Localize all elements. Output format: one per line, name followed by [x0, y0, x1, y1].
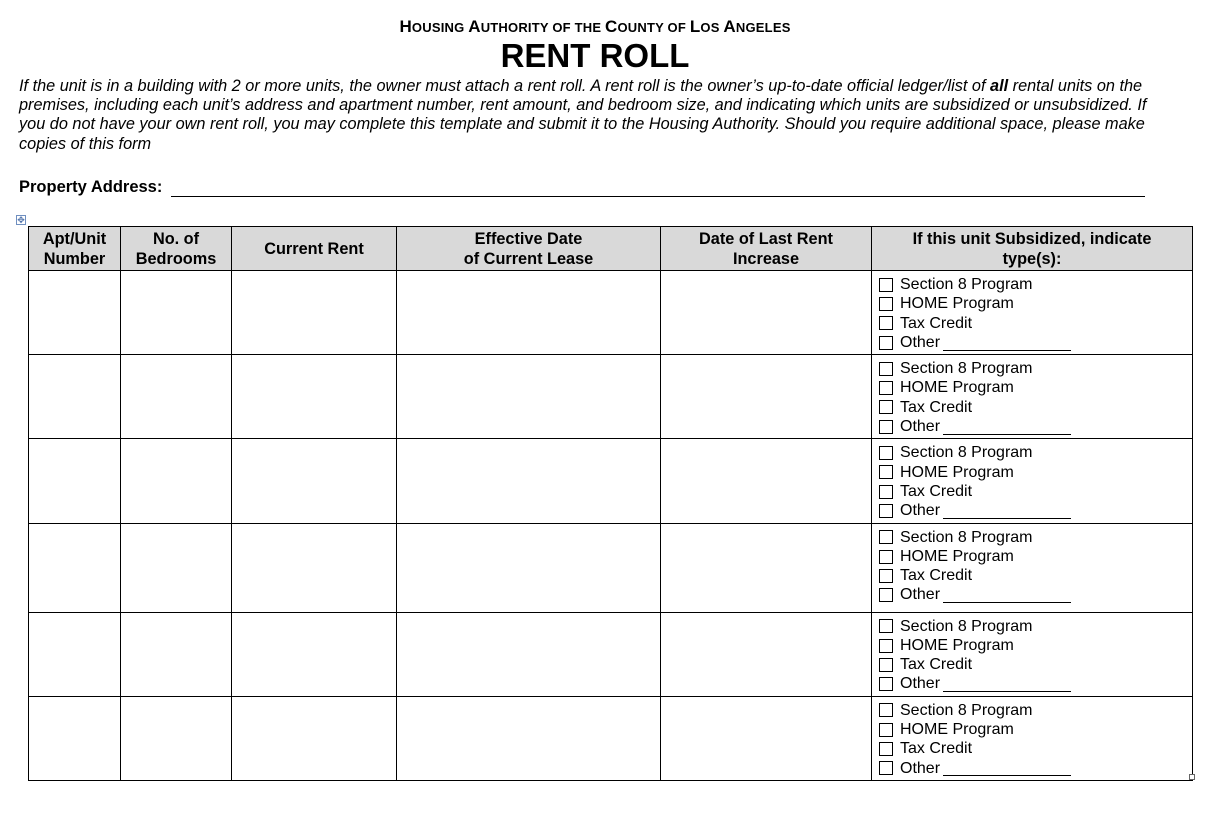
subsidy-option: [879, 417, 1192, 436]
apt-unit-cell[interactable]: [29, 696, 121, 780]
subsidy-option: [879, 585, 1192, 604]
checkbox-icon[interactable]: [879, 677, 893, 691]
subsidy-option-label: HOME Program: [900, 547, 1014, 565]
subsidy-option: [879, 501, 1192, 520]
other-specify-field[interactable]: [943, 335, 1071, 351]
current-rent-cell[interactable]: [232, 696, 397, 780]
effective-date-cell[interactable]: [397, 696, 661, 780]
effective-date-cell[interactable]: [397, 355, 661, 439]
table-row: [29, 696, 1193, 780]
checkbox-icon[interactable]: [879, 742, 893, 756]
instructions-text-1: If the unit is in a building with 2 or more units, the owner must attach a rent roll. A rent roll is the owner’s up-to-date official ledger/list of: [19, 77, 991, 95]
checkbox-icon[interactable]: [879, 446, 893, 460]
bedrooms-cell[interactable]: [121, 696, 232, 780]
checkbox-icon[interactable]: [879, 485, 893, 499]
subsidy-option: [879, 655, 1192, 674]
header-apt-unit: Apt/Unit Number: [29, 227, 121, 271]
bedrooms-cell[interactable]: [121, 355, 232, 439]
other-specify-field[interactable]: [943, 587, 1071, 603]
current-rent-cell[interactable]: [232, 271, 397, 355]
subsidy-cell: [872, 612, 1193, 696]
subsidy-option: [879, 528, 1192, 547]
subsidy-option: [879, 294, 1192, 313]
checkbox-icon[interactable]: [879, 336, 893, 350]
subsidy-option: [879, 398, 1192, 417]
org-name-rest: UTHORITY OF THE: [480, 20, 605, 35]
subsidy-option-label: HOME Program: [900, 721, 1014, 739]
org-name-rest: OUNTY OF: [617, 20, 690, 35]
last-increase-cell[interactable]: [661, 271, 872, 355]
header-bedrooms: No. of Bedrooms: [121, 227, 232, 271]
subsidy-option-label: Other: [900, 675, 941, 693]
checkbox-icon[interactable]: [879, 530, 893, 544]
subsidy-option-label: Tax Credit: [900, 656, 973, 674]
subsidy-cell: [872, 696, 1193, 780]
subsidy-option: [879, 482, 1192, 501]
subsidy-option: [879, 566, 1192, 585]
table-move-handle-icon[interactable]: ✥: [17, 215, 25, 225]
header-subsidy-type: If this unit Subsidized, indicate type(s):: [872, 227, 1193, 271]
header-effective-date: Effective Date of Current Lease: [397, 227, 661, 271]
header-last-increase: Date of Last Rent Increase: [661, 227, 872, 271]
subsidy-option-label: Other: [900, 502, 941, 520]
subsidy-option-label: Tax Credit: [900, 314, 973, 332]
other-specify-field[interactable]: [943, 419, 1071, 435]
checkbox-icon[interactable]: [879, 278, 893, 292]
subsidy-option: [879, 333, 1192, 352]
table-row: [29, 439, 1193, 523]
checkbox-icon[interactable]: [879, 465, 893, 479]
current-rent-cell[interactable]: [232, 612, 397, 696]
subsidy-cell: [872, 439, 1193, 523]
subsidy-option-label: Other: [900, 418, 941, 436]
property-address-row: [19, 178, 1145, 197]
subsidy-option: [879, 759, 1192, 778]
apt-unit-cell[interactable]: [29, 523, 121, 612]
subsidy-option-label: Other: [900, 333, 941, 351]
checkbox-icon[interactable]: [879, 703, 893, 717]
subsidy-option: [879, 636, 1192, 655]
org-name-cap: H: [399, 17, 412, 36]
subsidy-option: [879, 739, 1192, 758]
checkbox-icon[interactable]: [879, 588, 893, 602]
table-header-row: [29, 227, 1193, 271]
other-specify-field[interactable]: [943, 503, 1071, 519]
property-address-field[interactable]: [171, 178, 1145, 197]
checkbox-icon[interactable]: [879, 400, 893, 414]
subsidy-option-label: HOME Program: [900, 379, 1014, 397]
instructions: [19, 77, 1169, 154]
subsidy-option: [879, 378, 1192, 397]
last-increase-cell[interactable]: [661, 523, 872, 612]
checkbox-icon[interactable]: [879, 504, 893, 518]
subsidy-option-label: Tax Credit: [900, 482, 973, 500]
org-name-cap: A: [468, 17, 481, 36]
current-rent-cell[interactable]: [232, 355, 397, 439]
checkbox-icon[interactable]: [879, 761, 893, 775]
org-name-cap: C: [605, 17, 618, 36]
checkbox-icon[interactable]: [879, 381, 893, 395]
subsidy-option: [879, 617, 1192, 636]
current-rent-cell[interactable]: [232, 523, 397, 612]
instructions-text-2: rental units on the premises, including each unit’s address and apartment number, rent amount, and bedroom size, and indicating which units are subsidized or unsubsidized. If you do not have your own rent roll, you may complete this template and submit it to the Housing Authority. Should you require additional space, please make copies of this form: [19, 77, 1147, 153]
subsidy-option-label: Tax Credit: [900, 740, 973, 758]
table-row: [29, 355, 1193, 439]
subsidy-option: [879, 314, 1192, 333]
subsidy-option-label: Tax Credit: [900, 398, 973, 416]
checkbox-icon[interactable]: [879, 362, 893, 376]
org-name-rest: OUSING: [411, 20, 469, 35]
subsidy-option: [879, 547, 1192, 566]
org-name-rest: NGELES: [735, 20, 791, 35]
rent-roll-table: [28, 226, 1193, 781]
org-name-cap: A: [723, 17, 736, 36]
other-specify-field[interactable]: [943, 676, 1071, 692]
subsidy-cell: [872, 523, 1193, 612]
subsidy-option-label: Section 8 Program: [900, 617, 1033, 635]
current-rent-cell[interactable]: [232, 439, 397, 523]
apt-unit-cell[interactable]: [29, 355, 121, 439]
subsidy-option: [879, 463, 1192, 482]
checkbox-icon[interactable]: [879, 639, 893, 653]
subsidy-option-label: Section 8 Program: [900, 444, 1033, 462]
bedrooms-cell[interactable]: [121, 612, 232, 696]
subsidy-option-label: Other: [900, 759, 941, 777]
org-name-rest: OS: [700, 20, 724, 35]
checkbox-icon[interactable]: [879, 569, 893, 583]
table-resize-handle[interactable]: [1189, 774, 1195, 780]
effective-date-cell[interactable]: [397, 271, 661, 355]
checkbox-icon[interactable]: [879, 723, 893, 737]
apt-unit-cell[interactable]: [29, 612, 121, 696]
apt-unit-cell[interactable]: [29, 439, 121, 523]
checkbox-icon[interactable]: [879, 550, 893, 564]
subsidy-option: [879, 359, 1192, 378]
subsidy-option-label: Section 8 Program: [900, 276, 1033, 293]
effective-date-cell[interactable]: [397, 612, 661, 696]
table-row: [29, 612, 1193, 696]
subsidy-option-label: HOME Program: [900, 295, 1014, 313]
subsidy-option-label: Section 8 Program: [900, 701, 1033, 719]
checkbox-icon[interactable]: [879, 420, 893, 434]
table-row: [29, 271, 1193, 355]
subsidy-option: [879, 275, 1192, 294]
apt-unit-cell[interactable]: [29, 271, 121, 355]
effective-date-cell[interactable]: [397, 523, 661, 612]
subsidy-option: [879, 720, 1192, 739]
checkbox-icon[interactable]: [879, 297, 893, 311]
org-name-cap: L: [689, 17, 701, 36]
checkbox-icon[interactable]: [879, 316, 893, 330]
other-specify-field[interactable]: [943, 760, 1071, 776]
instructions-bold: all: [990, 77, 1009, 95]
last-increase-cell[interactable]: [661, 696, 872, 780]
subsidy-option: [879, 443, 1192, 462]
subsidy-option-label: HOME Program: [900, 636, 1014, 654]
subsidy-option: [879, 674, 1192, 693]
bedrooms-cell[interactable]: [121, 523, 232, 612]
subsidy-cell: [872, 271, 1193, 355]
table-row: [29, 523, 1193, 612]
org-name: [0, 17, 1190, 37]
bedrooms-cell[interactable]: [121, 439, 232, 523]
header-current-rent: Current Rent: [232, 227, 397, 271]
subsidy-cell: [872, 355, 1193, 439]
form-title: RENT ROLL: [500, 37, 690, 74]
last-increase-cell[interactable]: [661, 355, 872, 439]
subsidy-option-label: Section 8 Program: [900, 360, 1033, 378]
subsidy-option-label: Tax Credit: [900, 567, 973, 585]
checkbox-icon[interactable]: [879, 658, 893, 672]
subsidy-option-label: Section 8 Program: [900, 528, 1033, 546]
last-increase-cell[interactable]: [661, 612, 872, 696]
last-increase-cell[interactable]: [661, 439, 872, 523]
subsidy-option: [879, 701, 1192, 720]
subsidy-option-label: HOME Program: [900, 463, 1014, 481]
subsidy-option-label: Other: [900, 586, 941, 604]
property-address-label: Property Address:: [19, 178, 163, 196]
checkbox-icon[interactable]: [879, 619, 893, 633]
bedrooms-cell[interactable]: [121, 271, 232, 355]
effective-date-cell[interactable]: [397, 439, 661, 523]
